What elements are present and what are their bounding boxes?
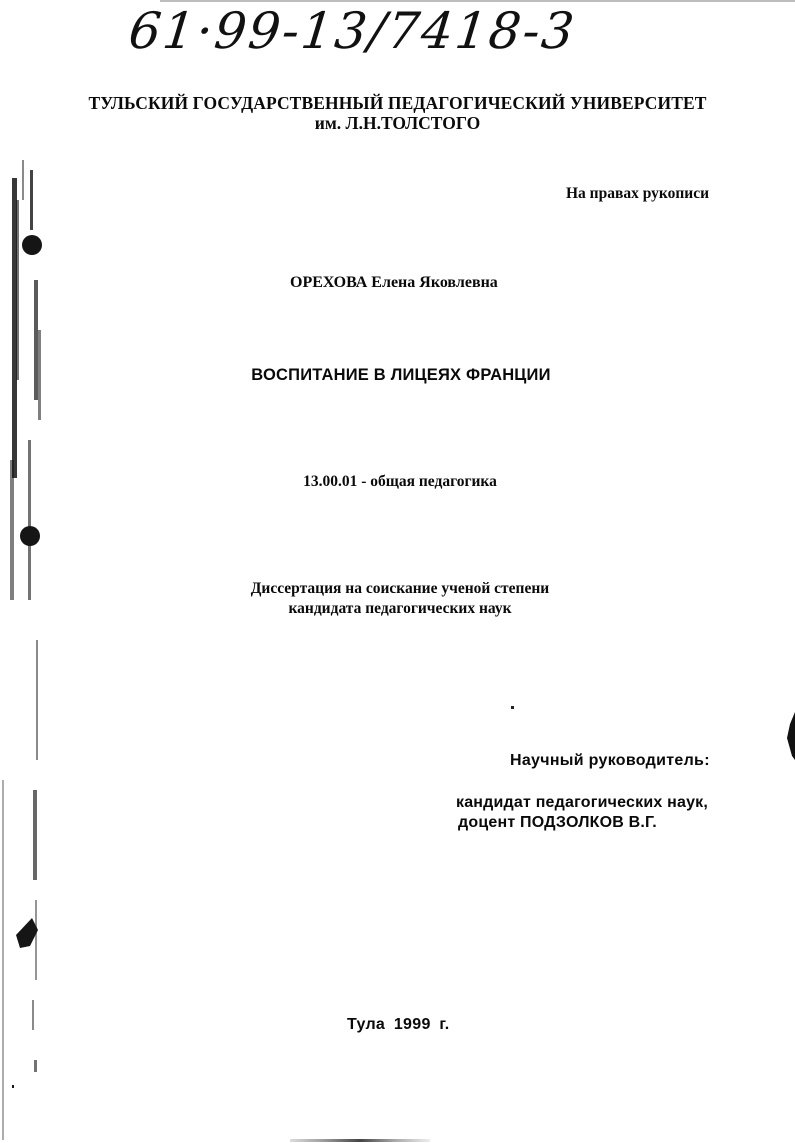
place-and-year: Тула 1999 г. (347, 1016, 450, 1033)
binding-edge-artifact (0, 0, 60, 1143)
scan-bottom-edge (290, 1139, 430, 1142)
institution-name: ТУЛЬСКИЙ ГОСУДАРСТВЕННЫЙ ПЕДАГОГИЧЕСКИЙ УНИВЕРСИТЕТ (88, 93, 707, 113)
scan-speck (511, 706, 514, 709)
supervisor-label: Научный руководитель: (510, 752, 710, 769)
right-edge-artifact (786, 712, 795, 760)
specialty-code: 13.00.01 - общая педагогика (303, 473, 497, 490)
degree-line-2: кандидата педагогических наук (288, 600, 512, 617)
handwritten-shelfmark: 61·99-13/7418-3 (126, 2, 579, 60)
author-name: ОРЕХОВА Елена Яковлевна (290, 274, 498, 291)
dissertation-title: ВОСПИТАНИЕ В ЛИЦЕЯХ ФРАНЦИИ (251, 366, 551, 384)
supervisor-degree: кандидат педагогических наук, (456, 794, 709, 811)
institution-name-suffix: им. Л.Н.ТОЛСТОГО (314, 113, 481, 133)
supervisor-name: доцент ПОДЗОЛКОВ В.Г. (458, 814, 657, 831)
manuscript-rights-note: На правах рукописи (566, 185, 710, 202)
degree-line-1: Диссертация на соискание ученой степени (250, 580, 550, 597)
